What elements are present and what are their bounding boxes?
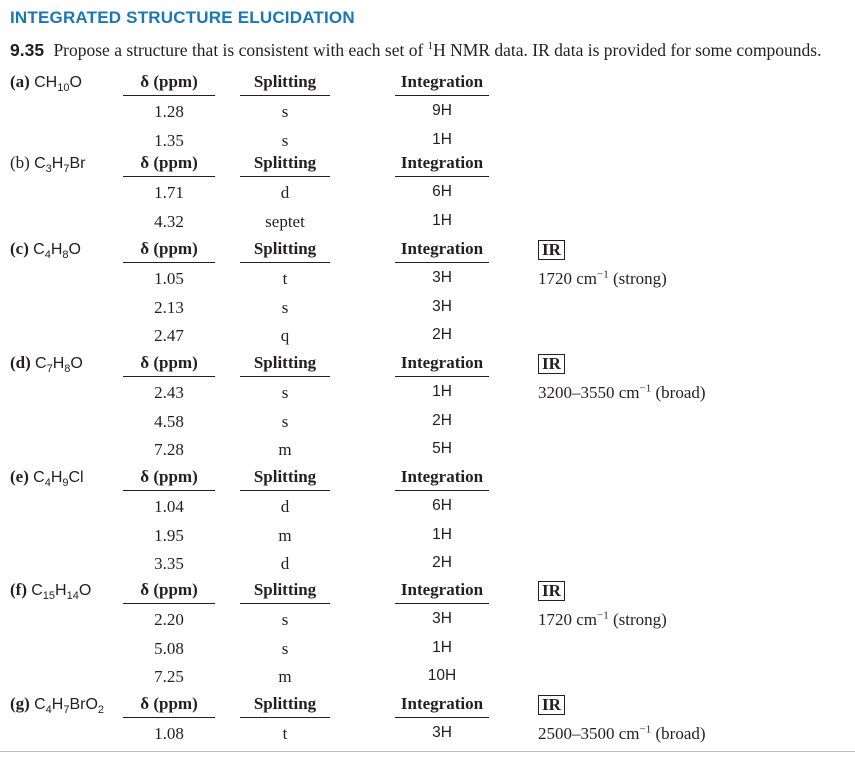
shift-header: δ (ppm) <box>123 153 215 177</box>
part-letter: (d) <box>10 353 31 372</box>
nmr-data-row <box>0 497 855 525</box>
formula-subscript: 7 <box>63 704 70 717</box>
splitting-pattern: d <box>280 183 290 202</box>
part-letter: (e) <box>10 467 29 486</box>
splitting-pattern: m <box>278 667 292 686</box>
ir-unit-exponent: −1 <box>639 382 652 395</box>
compound-label <box>10 694 105 717</box>
splitting-pattern: s <box>281 102 289 121</box>
ir-label-box: IR <box>538 695 565 715</box>
integration-value: 3H <box>432 724 452 741</box>
ir-wavenumber: 2500–3500 <box>538 724 615 743</box>
chemical-shift: 2.47 <box>154 326 184 345</box>
integration-value: 6H <box>432 183 452 200</box>
problem-statement <box>10 40 822 61</box>
splitting-pattern: q <box>280 326 290 345</box>
formula-subscript: 2 <box>97 704 105 717</box>
integration-header: Integration <box>395 239 489 263</box>
formula-element: H <box>50 469 63 486</box>
formula-subscript: 7 <box>46 363 53 376</box>
formula-subscript: 7 <box>63 163 70 176</box>
ir-label-box: IR <box>538 240 565 260</box>
splitting-pattern: m <box>278 525 292 545</box>
nmr-data-row <box>0 610 855 638</box>
integration-value: 3H <box>432 269 452 286</box>
integration-header: Integration <box>395 467 489 491</box>
shift-header: δ (ppm) <box>123 467 215 491</box>
compound-label <box>10 580 92 603</box>
formula-element: C <box>34 74 46 91</box>
part-letter: (a) <box>10 72 30 91</box>
compound-label <box>10 353 83 376</box>
nmr-data-row <box>0 639 855 667</box>
formula-element: C <box>33 469 45 486</box>
integration-value: 9H <box>432 102 452 119</box>
part-letter: (b) <box>10 153 30 172</box>
splitting-pattern: s <box>281 638 289 658</box>
ir-wavenumber: 1720 <box>538 269 572 288</box>
table-header-row <box>0 239 855 267</box>
splitting-pattern: s <box>281 411 289 431</box>
integration-value: 1H <box>432 383 452 400</box>
integration-value: 5H <box>432 440 452 457</box>
problem-text-before: Propose a structure that is consistent with each set of <box>53 40 424 60</box>
formula-subscript: 4 <box>44 477 51 490</box>
chemical-shift: 4.58 <box>154 411 184 431</box>
formula-element: H <box>55 582 67 599</box>
integration-header: Integration <box>395 72 489 96</box>
molecular-formula <box>31 582 92 603</box>
splitting-header: Splitting <box>240 353 330 377</box>
section-title: INTEGRATED STRUCTURE ELUCIDATION <box>10 8 355 27</box>
table-header-row <box>0 580 855 608</box>
nmr-data-row <box>0 102 855 130</box>
formula-element: H <box>52 355 65 372</box>
splitting-header: Splitting <box>240 72 330 96</box>
part-letter: (g) <box>10 694 30 713</box>
nmr-data-row <box>0 326 855 354</box>
ir-wavenumber: 1720 <box>538 610 572 629</box>
ir-unit-exponent: −1 <box>597 609 609 622</box>
formula-element: C <box>31 582 43 599</box>
ir-label-box: IR <box>538 581 565 601</box>
compound-label <box>10 239 81 262</box>
chemical-shift: 3.35 <box>154 554 184 573</box>
chemical-shift: 1.05 <box>154 269 184 288</box>
nmr-data-row <box>0 554 855 582</box>
formula-subscript: 15 <box>42 590 56 603</box>
ir-unit-exponent: −1 <box>639 723 652 736</box>
formula-subscript: 9 <box>62 477 69 490</box>
integration-value: 1H <box>432 130 452 148</box>
integration-header: Integration <box>395 580 489 604</box>
page-bottom-rule <box>0 751 855 752</box>
splitting-header: Splitting <box>240 580 330 604</box>
splitting-header: Splitting <box>240 239 330 263</box>
formula-element: O <box>78 582 92 599</box>
integration-value: 2H <box>432 554 452 571</box>
splitting-pattern: d <box>280 497 290 516</box>
shift-header: δ (ppm) <box>123 694 215 718</box>
compound-label <box>10 153 86 176</box>
formula-element: C <box>34 696 46 713</box>
integration-header: Integration <box>395 353 489 377</box>
splitting-pattern: t <box>282 724 288 743</box>
problem-text-after: H NMR data. IR data is provided for some compounds. <box>433 40 822 60</box>
splitting-header: Splitting <box>240 694 330 718</box>
splitting-pattern: s <box>281 130 289 150</box>
splitting-pattern: m <box>278 440 292 459</box>
integration-value: 1H <box>432 638 452 656</box>
ir-note: (strong) <box>613 610 667 629</box>
formula-element: Br <box>69 155 86 172</box>
molecular-formula <box>34 74 82 95</box>
table-header-row <box>0 353 855 381</box>
splitting-header: Splitting <box>240 467 330 491</box>
formula-element: O <box>70 355 83 372</box>
formula-element: C <box>35 355 47 372</box>
chemical-shift: 2.13 <box>154 297 184 317</box>
part-letter: (c) <box>10 239 29 258</box>
chemical-shift: 7.28 <box>154 440 184 459</box>
nmr-data-row <box>0 183 855 211</box>
formula-subscript: 8 <box>64 363 71 376</box>
ir-note: (broad) <box>655 724 706 743</box>
molecular-formula <box>34 696 105 717</box>
splitting-pattern: s <box>281 383 289 402</box>
table-header-row <box>0 72 855 100</box>
splitting-pattern: s <box>281 297 289 317</box>
integration-value: 3H <box>432 297 452 315</box>
molecular-formula <box>35 355 83 376</box>
ir-unit: cm <box>576 610 598 629</box>
ir-unit: cm <box>618 724 640 743</box>
chemical-shift: 2.43 <box>154 383 184 402</box>
ir-absorption <box>538 383 706 403</box>
formula-element: H <box>51 696 64 713</box>
ir-unit: cm <box>618 383 640 402</box>
formula-subscript: 4 <box>44 249 51 262</box>
integration-header: Integration <box>395 153 489 177</box>
nmr-data-row <box>0 383 855 411</box>
splitting-pattern: t <box>282 269 288 288</box>
compound-label <box>10 467 84 490</box>
integration-value: 1H <box>432 525 452 543</box>
ir-absorption <box>538 724 706 744</box>
shift-header: δ (ppm) <box>123 239 215 263</box>
nmr-data-row <box>0 667 855 695</box>
formula-element: C <box>34 155 46 172</box>
formula-element: BrO <box>69 696 98 713</box>
chemical-shift: 1.04 <box>154 497 184 516</box>
formula-element: H <box>45 74 58 91</box>
table-header-row <box>0 694 855 722</box>
nucleus-mass: 1 <box>427 40 434 53</box>
chemical-shift: 1.71 <box>154 183 184 202</box>
formula-element: H <box>50 241 63 258</box>
chemical-shift: 4.32 <box>154 211 184 231</box>
chemical-shift: 5.08 <box>154 638 184 658</box>
ir-label-box: IR <box>538 354 565 374</box>
integration-value: 2H <box>432 326 452 343</box>
nmr-data-row <box>0 269 855 297</box>
part-letter: (f) <box>10 580 27 599</box>
shift-header: δ (ppm) <box>123 72 215 96</box>
formula-element: H <box>51 155 64 172</box>
formula-subscript: 4 <box>45 704 52 717</box>
chemical-shift: 2.20 <box>154 610 184 629</box>
nmr-data-row <box>0 412 855 440</box>
molecular-formula <box>33 469 84 490</box>
nmr-data-row <box>0 212 855 240</box>
problem-number: 9.35 <box>10 40 45 60</box>
integration-value: 6H <box>432 497 452 514</box>
integration-header: Integration <box>395 694 489 718</box>
nmr-data-row <box>0 724 855 752</box>
formula-subscript: 8 <box>62 249 69 262</box>
shift-header: δ (ppm) <box>123 580 215 604</box>
shift-header: δ (ppm) <box>123 353 215 377</box>
ir-absorption <box>538 610 667 630</box>
splitting-pattern: septet <box>265 211 305 231</box>
ir-unit-exponent: −1 <box>597 268 609 281</box>
formula-subscript: 3 <box>45 163 52 176</box>
chemical-shift: 1.28 <box>154 102 184 121</box>
nmr-data-row <box>0 298 855 326</box>
integration-value: 1H <box>432 211 452 229</box>
ir-note: (broad) <box>655 383 706 402</box>
ir-absorption <box>538 269 667 289</box>
splitting-pattern: s <box>281 610 289 629</box>
ir-note: (strong) <box>613 269 667 288</box>
nmr-data-row <box>0 526 855 554</box>
compound-label <box>10 72 82 95</box>
molecular-formula <box>33 241 81 262</box>
chemical-shift: 1.35 <box>154 130 184 150</box>
chemical-shift: 1.95 <box>154 525 184 545</box>
table-header-row <box>0 153 855 181</box>
chemical-shift: 7.25 <box>154 667 184 686</box>
integration-value: 2H <box>432 411 452 429</box>
formula-element: O <box>68 241 81 258</box>
ir-wavenumber: 3200–3550 <box>538 383 615 402</box>
table-header-row <box>0 467 855 495</box>
formula-subscript: 14 <box>66 590 79 603</box>
nmr-data-row <box>0 440 855 468</box>
molecular-formula <box>34 155 86 176</box>
integration-value: 10H <box>427 667 457 684</box>
chemical-shift: 1.08 <box>154 724 184 743</box>
formula-element: Cl <box>68 469 84 486</box>
formula-element: C <box>33 241 45 258</box>
formula-subscript: 10 <box>57 82 70 95</box>
formula-element: O <box>69 74 82 91</box>
integration-value: 3H <box>432 610 452 627</box>
ir-unit: cm <box>576 269 598 288</box>
splitting-header: Splitting <box>240 153 330 177</box>
splitting-pattern: d <box>280 554 290 573</box>
